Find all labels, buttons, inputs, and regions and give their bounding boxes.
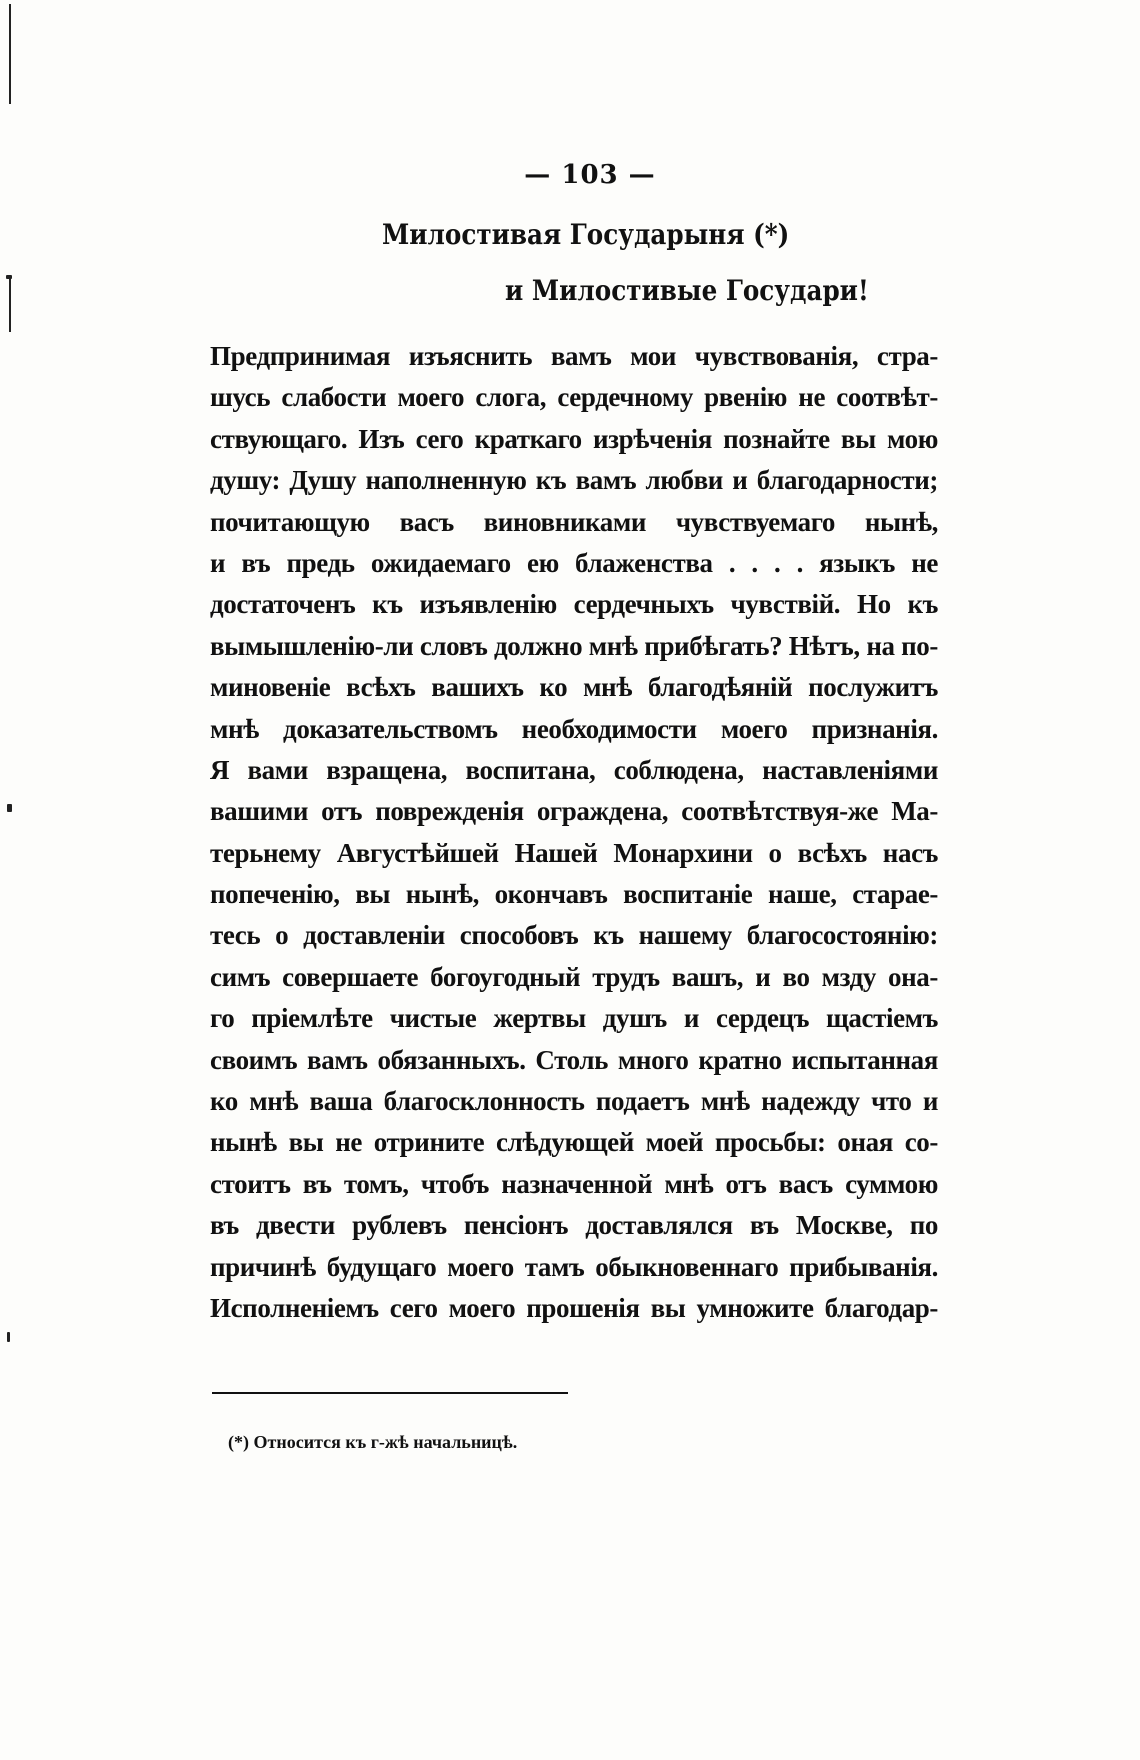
text-line: шусь слабости моего слога, сердечному рвенію не соотвѣт- <box>210 382 938 413</box>
text-line: душу: Душу наполненную къ вамъ любви и благодарности; <box>210 465 938 496</box>
text-line: миновеніе всѣхъ вашихъ ко мнѣ благодѣяній послужитъ <box>210 672 938 703</box>
page-number <box>0 160 1140 190</box>
text-line: симъ совершаете богоугодный трудъ вашъ, и во мзду она- <box>210 961 938 992</box>
salutation-line-1: Милостивая Государыня (*) <box>382 218 790 251</box>
salutation-line-2: и Милостивые Государи! <box>505 274 869 307</box>
text-line: вымышленію-ли словъ должно мнѣ прибѣгать? Нѣтъ, на по- <box>210 630 938 661</box>
text-line: ко мнѣ ваша благосклонность подаетъ мнѣ надежду что и <box>210 1086 938 1117</box>
text-line: своимъ вамъ обязанныхъ. Столь много кратно испытанная <box>210 1044 938 1075</box>
text-line: попеченію, вы нынѣ, окончавъ воспитаніе наше, стараe- <box>210 879 938 910</box>
scan-edge-line <box>9 276 11 332</box>
text-line: Исполненіемъ сего моего прошенія вы умножите благодар- <box>210 1292 938 1323</box>
text-line: достаточенъ къ изъявленію сердечныхъ чувствій. Но къ <box>210 589 938 620</box>
scan-edge-mark <box>7 804 12 812</box>
text-line: мнѣ доказательствомъ необходимости моего признанія. <box>210 713 938 744</box>
scan-edge-line <box>9 4 11 104</box>
text-line: ствующаго. Изъ сего краткаго изрѣченія познайте вы мою <box>210 423 938 454</box>
text-line: нынѣ вы не отрините слѣдующей моей просьбы: оная со- <box>210 1127 938 1158</box>
text-line: терьнему Августѣйшей Нашей Монархини о всѣхъ насъ <box>210 837 938 868</box>
text-line: въ двести рублевъ пенсіонъ доставлялся въ Москве, по <box>210 1210 938 1241</box>
text-line: причинѣ будущаго моего тамъ обыкновеннаго прибыванія. <box>210 1251 938 1282</box>
footnote-divider <box>212 1392 568 1394</box>
scan-edge-mark <box>6 275 12 279</box>
text-line: почитающую васъ виновниками чувствуемаго нынѣ, <box>210 506 938 537</box>
text-line: Я вами взращена, воспитана, соблюдена, наставленіями <box>210 754 938 785</box>
body-text <box>210 336 938 1329</box>
text-line: стоитъ въ томъ, чтобъ назначенной мнѣ отъ васъ суммою <box>210 1168 938 1199</box>
text-line: го пріемлѣте чистые жертвы душъ и сердецъ щастіемъ <box>210 1003 938 1034</box>
text-line: тесь о доставленіи способовъ къ нашему благосостоянію: <box>210 920 938 951</box>
page-number-text: — 103 — <box>524 160 656 190</box>
footnote: (*) Относится къ г-жѣ начальницѣ. <box>228 1432 518 1452</box>
text-line: и въ предь ожидаемаго ею блаженства . . . . языкъ не <box>210 547 938 578</box>
text-line: вашими отъ поврежденія ограждена, соотвѣтствуя-же Ма- <box>210 796 938 827</box>
scan-edge-mark <box>7 1332 10 1342</box>
text-line: Предпринимая изъяснить вамъ мои чувствованія, стра- <box>210 341 938 371</box>
